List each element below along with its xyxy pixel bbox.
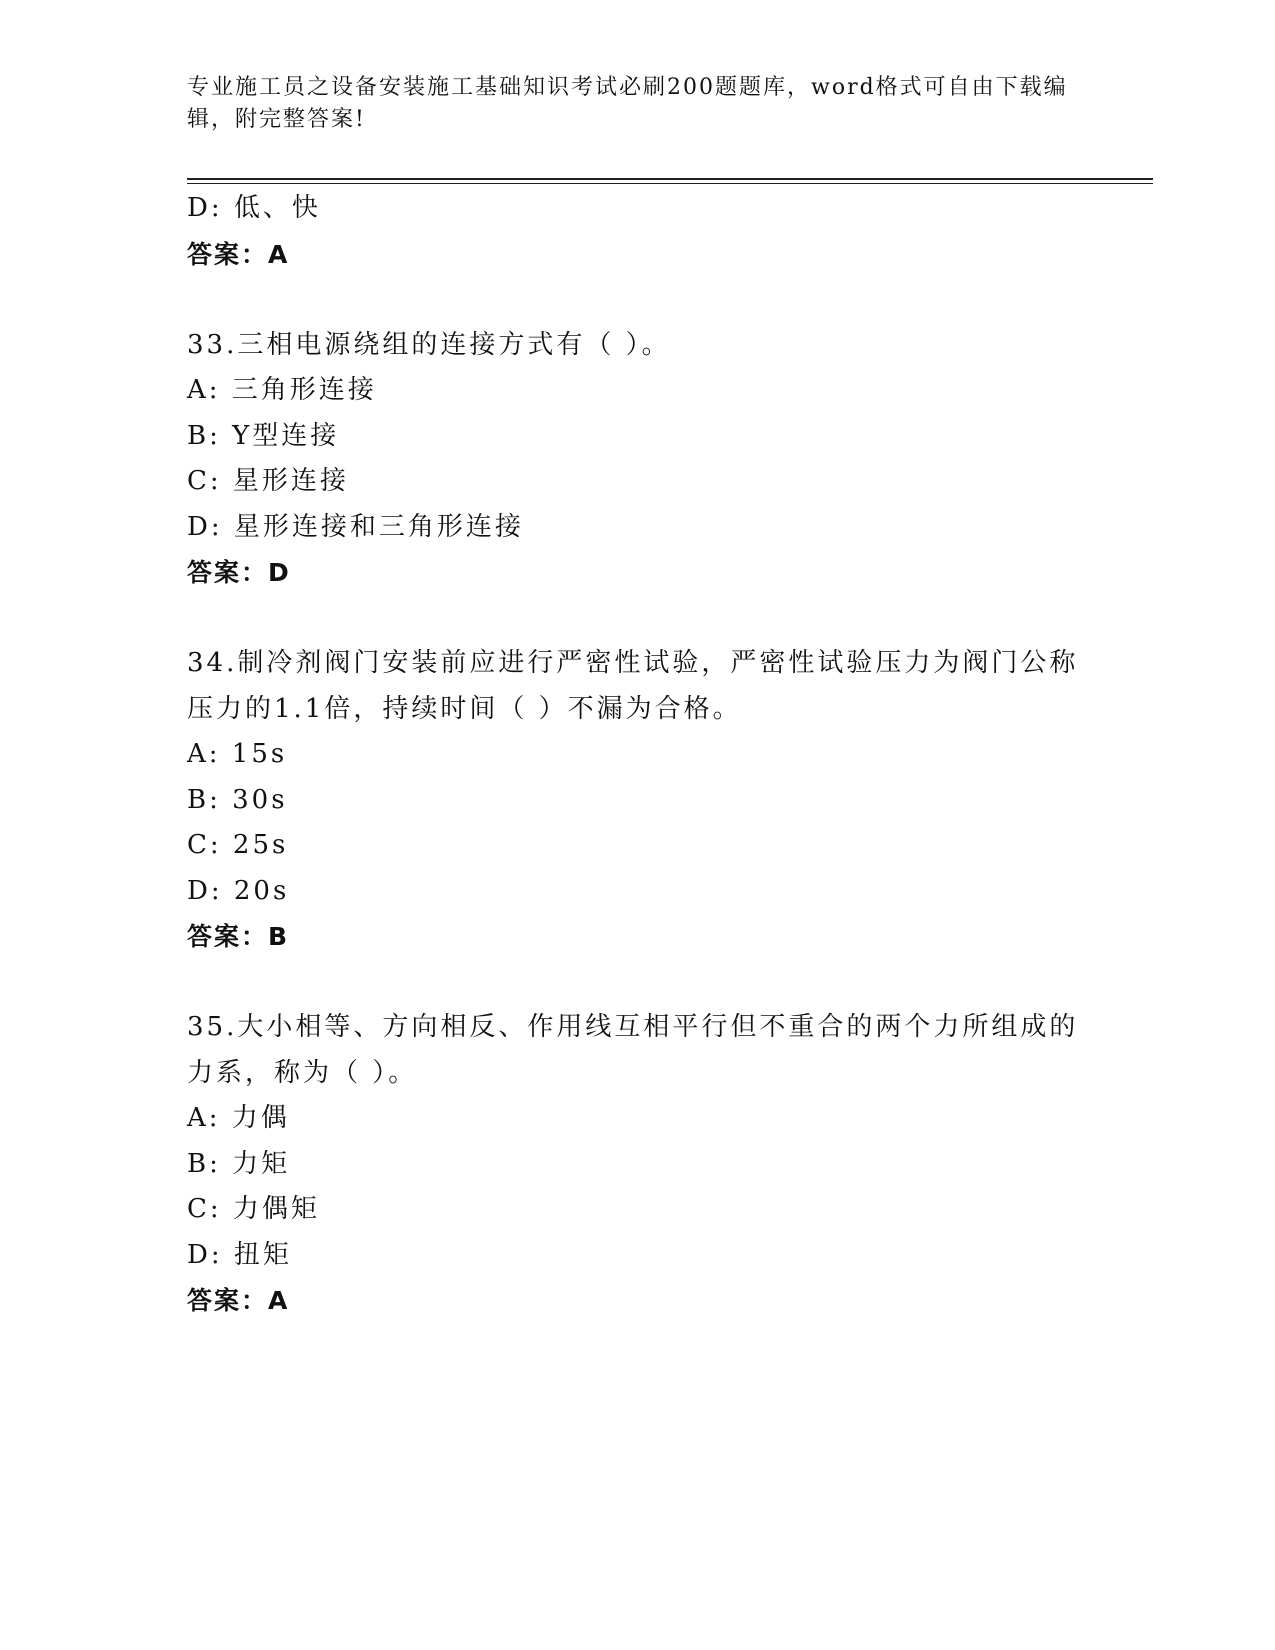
question-answer: 答案：B (187, 922, 290, 951)
question-stem-line1: 35.大小相等、方向相反、作用线互相平行但不重合的两个力所组成的 (187, 1012, 1079, 1042)
header-divider-thick (187, 178, 1153, 180)
question-35 (187, 1005, 1087, 1324)
option-d: D: 星形连接和三角形连接 (187, 511, 524, 542)
option-a: A: 15s (187, 739, 288, 769)
spacer (187, 960, 1087, 1006)
spacer (187, 277, 1087, 323)
prev-question-option-d: D: 低、快 (187, 193, 321, 223)
question-answer: 答案：D (187, 558, 291, 587)
option-b: B: Y型连接 (187, 420, 340, 451)
question-stem: 33.三相电源绕组的连接方式有（ ）。 (187, 329, 671, 360)
option-a: A: 三角形连接 (187, 375, 377, 405)
option-b: B: 力矩 (187, 1148, 291, 1179)
document-header: 专业施工员之设备安装施工基础知识考试必刷200题题库，word格式可自由下载编辑，附完整答案! (187, 75, 1068, 132)
question-stem-line1: 34.制冷剂阀门安装前应进行严密性试验，严密性试验压力为阀门公称 (187, 648, 1079, 678)
question-stem-line2: 压力的1.1倍，持续时间（ ）不漏为合格。 (187, 693, 742, 724)
header-divider-thin (187, 183, 1153, 184)
question-33 (187, 323, 1087, 596)
option-d: D: 20s (187, 875, 290, 906)
option-a: A: 力偶 (187, 1103, 290, 1133)
option-c: C: 25s (187, 830, 289, 860)
question-answer: 答案：A (187, 1286, 290, 1315)
question-stem-line2: 力系，称为（ ）。 (187, 1057, 418, 1088)
option-c: C: 力偶矩 (187, 1194, 320, 1224)
prev-question-answer: 答案：A (187, 239, 290, 269)
document-body (187, 186, 1087, 1324)
spacer (187, 596, 1087, 642)
option-d: D: 扭矩 (187, 1239, 292, 1270)
option-b: B: 30s (187, 784, 288, 815)
question-34 (187, 641, 1087, 960)
option-c: C: 星形连接 (187, 466, 349, 496)
